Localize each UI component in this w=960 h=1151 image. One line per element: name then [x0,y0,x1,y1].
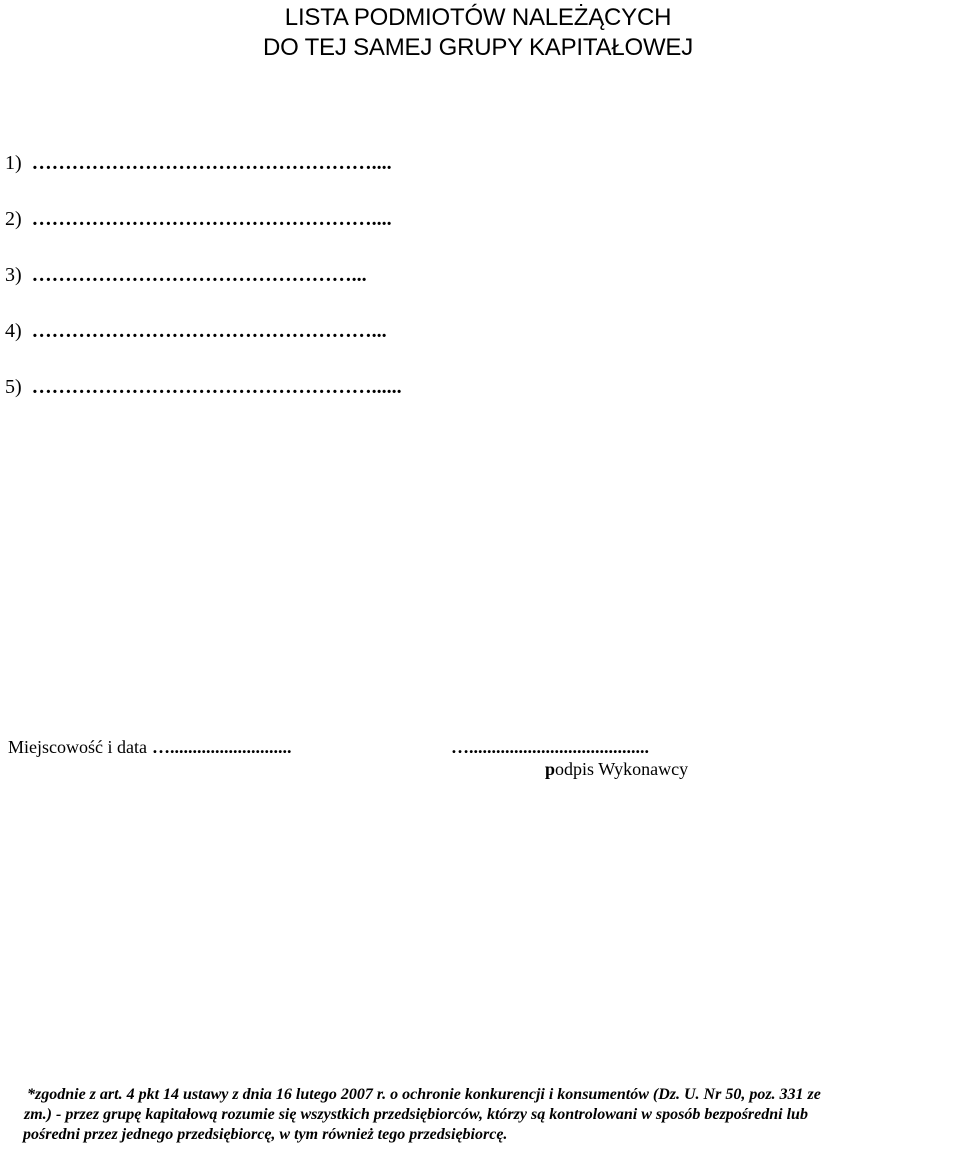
place-date-blank-line: …........................... [151,737,292,757]
list-item-blank-line: …………………………………………... [31,264,367,286]
footnote [23,1085,960,1145]
list-item [5,262,367,288]
place-date-field [8,736,291,758]
footnote-line-2: zm.) - przez grupę kapitałową rozumie się wszystkich przedsiębiorców, którzy są kontrolowani w sposób bezpośredni lub [24,1106,808,1123]
list-item-number: 5) [5,376,22,398]
signature-label-rest: odpis Wykonawcy [555,759,689,779]
document-title-line-1: LISTA PODMIOTÓW NALEŻĄCYCH [284,4,672,31]
list-item-blank-line: …………………………………………….... [31,208,392,230]
list-item-number: 2) [5,208,22,230]
list-item [5,206,392,232]
list-item-blank-line: …………………………………………….... [31,152,392,174]
signature-label-first-letter: p [545,759,556,779]
list-item [5,318,387,344]
signature-blank-line: …........................................ [451,737,649,757]
list-item-number: 3) [5,264,22,286]
list-item-number: 4) [5,320,22,342]
footnote-line-1: *zgodnie z art. 4 pkt 14 ustawy z dnia 16 lutego 2007 r. o ochronie konkurencji i konsumentów (Dz. U. Nr 50, poz. 331 ze [27,1086,821,1103]
list-item [5,150,392,176]
footnote-line-3: pośredni przez jednego przedsiębiorcę, w tym również tego przedsiębiorcę. [23,1126,508,1143]
document-title-line-2: DO TEJ SAMEJ GRUPY KAPITAŁOWEJ [262,34,694,61]
place-date-label: Miejscowość i data [8,737,147,757]
signature-label [545,758,688,780]
list-item-blank-line: ……………………………………………...... [31,376,402,398]
list-item-number: 1) [5,152,22,174]
list-item [5,374,402,400]
list-item-blank-line: ……………………………………………... [31,320,387,342]
